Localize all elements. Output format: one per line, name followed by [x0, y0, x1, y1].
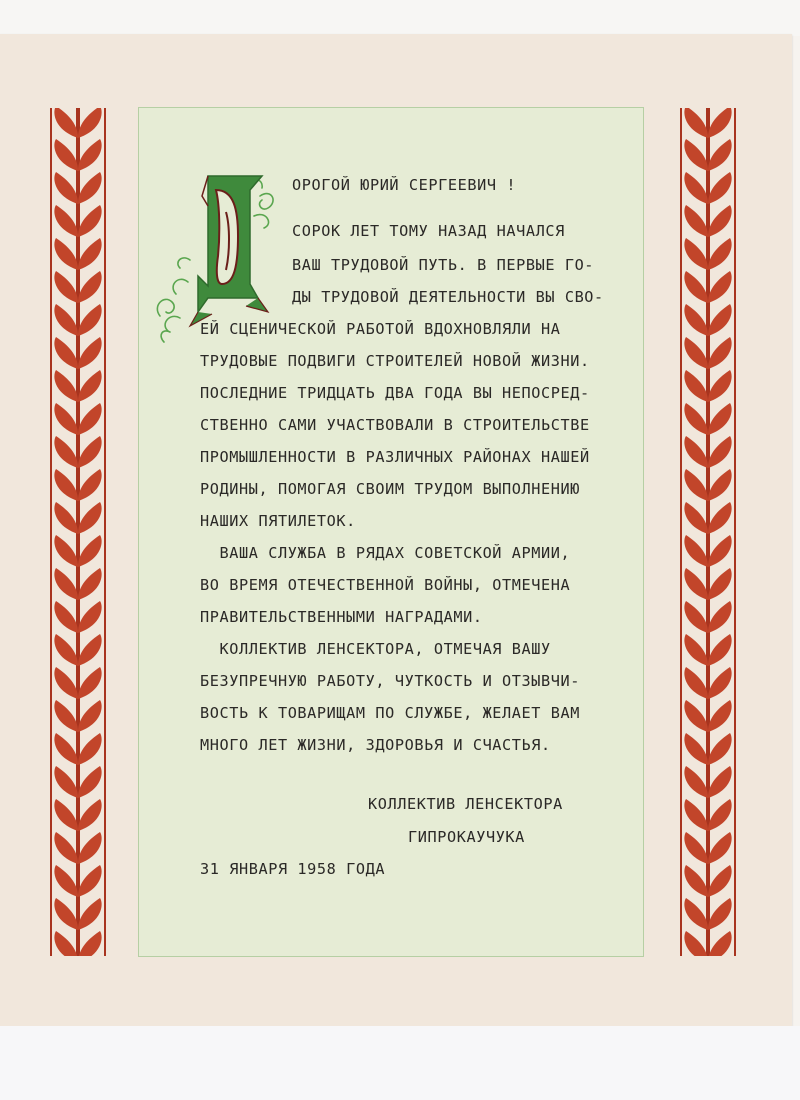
leaf-icon [684, 271, 708, 303]
body-line: ПРОМЫШЛЕННОСТИ В РАЗЛИЧНЫХ РАЙОНАХ НАШЕЙ [200, 448, 590, 466]
leaf-icon [78, 667, 102, 699]
leaf-icon [684, 601, 708, 633]
leaf-icon [78, 502, 102, 534]
leaf-icon [54, 304, 78, 336]
leaf-icon [684, 469, 708, 501]
leaf-icon [54, 535, 78, 567]
leaf-icon [684, 898, 708, 930]
leaf-icon [54, 634, 78, 666]
leaf-icon [78, 271, 102, 303]
leaf-icon [78, 469, 102, 501]
leaf-icon [684, 436, 708, 468]
leaf-icon [708, 733, 732, 765]
leaf-icon [78, 601, 102, 633]
leaf-icon [684, 205, 708, 237]
leaf-icon [708, 568, 732, 600]
leaf-icon [708, 766, 732, 798]
left-laurel-wreath-icon [50, 108, 106, 956]
leaf-icon [684, 304, 708, 336]
leaf-icon [708, 832, 732, 864]
leaf-icon [54, 931, 78, 956]
leaf-icon [708, 865, 732, 897]
leaf-icon [78, 238, 102, 270]
border-rule [734, 108, 736, 956]
body-line: ВОСТЬ К ТОВАРИЩАМ ПО СЛУЖБЕ, ЖЕЛАЕТ ВАМ [200, 704, 581, 722]
scan-bottom-margin [0, 1026, 800, 1100]
leaf-icon [78, 865, 102, 897]
signature-line-2: ГИПРОКАУЧУКА [408, 828, 525, 846]
leaf-icon [78, 799, 102, 831]
leaf-icon [54, 667, 78, 699]
leaf-icon [54, 832, 78, 864]
leaf-icon [54, 271, 78, 303]
leaf-icon [78, 700, 102, 732]
leaf-icon [78, 337, 102, 369]
leaf-icon [54, 568, 78, 600]
leaf-icon [54, 865, 78, 897]
leaf-icon [684, 700, 708, 732]
body-line: ВАШ ТРУДОВОЙ ПУТЬ. В ПЕРВЫЕ ГО- [292, 256, 595, 274]
body-line: СТВЕННО САМИ УЧАСТВОВАЛИ В СТРОИТЕЛЬСТВЕ [200, 416, 590, 434]
leaf-icon [708, 700, 732, 732]
signature-line-1: КОЛЛЕКТИВ ЛЕНСЕКТОРА [368, 795, 563, 813]
leaf-icon [684, 568, 708, 600]
leaf-icon [78, 304, 102, 336]
leaf-icon [78, 898, 102, 930]
leaf-icon [684, 865, 708, 897]
leaf-icon [54, 337, 78, 369]
leaf-icon [684, 238, 708, 270]
leaf-icon [78, 832, 102, 864]
leaf-icon [684, 832, 708, 864]
leaf-icon [78, 931, 102, 956]
body-line: СОРОК ЛЕТ ТОМУ НАЗАД НАЧАЛСЯ [292, 222, 565, 240]
leaf-icon [684, 502, 708, 534]
leaf-icon [708, 898, 732, 930]
leaf-icon [684, 766, 708, 798]
leaf-icon [708, 139, 732, 171]
border-rule [680, 108, 682, 956]
leaf-icon [708, 403, 732, 435]
leaf-icon [78, 436, 102, 468]
leaf-icon [54, 766, 78, 798]
border-rule [50, 108, 52, 956]
body-line: КОЛЛЕКТИВ ЛЕНСЕКТОРА, ОТМЕЧАЯ ВАШУ [200, 640, 551, 658]
leaf-icon [684, 931, 708, 956]
leaf-icon [78, 568, 102, 600]
leaf-icon [708, 436, 732, 468]
leaf-icon [684, 634, 708, 666]
leaf-icon [708, 271, 732, 303]
leaf-icon [684, 403, 708, 435]
leaf-icon [78, 139, 102, 171]
leaf-icon [54, 108, 78, 138]
body-line: НАШИХ ПЯТИЛЕТОК. [200, 512, 356, 530]
body-line: ПРАВИТЕЛЬСТВЕННЫМИ НАГРАДАМИ. [200, 608, 483, 626]
leaf-icon [54, 799, 78, 831]
leaf-icon [54, 601, 78, 633]
leaf-icon [708, 304, 732, 336]
leaf-icon [684, 108, 708, 138]
body-line: МНОГО ЛЕТ ЖИЗНИ, ЗДОРОВЬЯ И СЧАСТЬЯ. [200, 736, 551, 754]
leaf-icon [78, 766, 102, 798]
leaf-icon [78, 172, 102, 204]
leaf-icon [54, 370, 78, 402]
leaf-icon [684, 172, 708, 204]
leaf-icon [54, 436, 78, 468]
leaf-icon [78, 403, 102, 435]
leaf-icon [708, 634, 732, 666]
leaf-icon [684, 535, 708, 567]
leaf-icon [54, 172, 78, 204]
leaf-icon [684, 337, 708, 369]
leaf-icon [78, 535, 102, 567]
leaf-icon [708, 205, 732, 237]
body-line: ВАША СЛУЖБА В РЯДАХ СОВЕТСКОЙ АРМИИ, [200, 544, 571, 562]
leaf-icon [78, 370, 102, 402]
leaf-icon [708, 337, 732, 369]
body-line: ЕЙ СЦЕНИЧЕСКОЙ РАБОТОЙ ВДОХНОВЛЯЛИ НА [200, 320, 561, 338]
leaf-icon [684, 733, 708, 765]
greeting-line: ОРОГОЙ ЮРИЙ СЕРГЕЕВИЧ ! [292, 176, 517, 194]
scan-top-margin [0, 0, 800, 36]
ornate-initial-letter-icon [150, 166, 280, 346]
leaf-icon [78, 108, 102, 138]
body-line: БЕЗУПРЕЧНУЮ РАБОТУ, ЧУТКОСТЬ И ОТЗЫВЧИ- [200, 672, 581, 690]
leaf-icon [684, 799, 708, 831]
right-laurel-wreath-icon [680, 108, 736, 956]
leaf-icon [54, 139, 78, 171]
leaf-icon [708, 799, 732, 831]
leaf-icon [54, 205, 78, 237]
leaf-icon [708, 535, 732, 567]
leaf-icon [54, 700, 78, 732]
leaf-icon [708, 931, 732, 956]
leaf-icon [708, 601, 732, 633]
leaf-icon [708, 469, 732, 501]
leaf-icon [54, 733, 78, 765]
body-line: ДЫ ТРУДОВОЙ ДЕЯТЕЛЬНОСТИ ВЫ СВО- [292, 288, 604, 306]
body-line: ПОСЛЕДНИЕ ТРИДЦАТЬ ДВА ГОДА ВЫ НЕПОСРЕД- [200, 384, 590, 402]
leaf-icon [684, 370, 708, 402]
leaf-icon [78, 205, 102, 237]
leaf-icon [708, 172, 732, 204]
leaf-icon [78, 733, 102, 765]
leaf-icon [708, 502, 732, 534]
leaf-icon [54, 469, 78, 501]
leaf-icon [54, 403, 78, 435]
body-line: РОДИНЫ, ПОМОГАЯ СВОИМ ТРУДОМ ВЫПОЛНЕНИЮ [200, 480, 581, 498]
leaf-icon [684, 667, 708, 699]
leaf-icon [54, 238, 78, 270]
leaf-icon [708, 108, 732, 138]
leaf-icon [708, 370, 732, 402]
body-line: ВО ВРЕМЯ ОТЕЧЕСТВЕННОЙ ВОЙНЫ, ОТМЕЧЕНА [200, 576, 571, 594]
leaf-icon [54, 898, 78, 930]
leaf-icon [708, 667, 732, 699]
leaf-icon [78, 634, 102, 666]
leaf-icon [54, 502, 78, 534]
leaf-icon [708, 238, 732, 270]
letter-date: 31 ЯНВАРЯ 1958 ГОДА [200, 860, 386, 878]
body-line: ТРУДОВЫЕ ПОДВИГИ СТРОИТЕЛЕЙ НОВОЙ ЖИЗНИ. [200, 352, 590, 370]
leaf-icon [684, 139, 708, 171]
border-rule [104, 108, 106, 956]
